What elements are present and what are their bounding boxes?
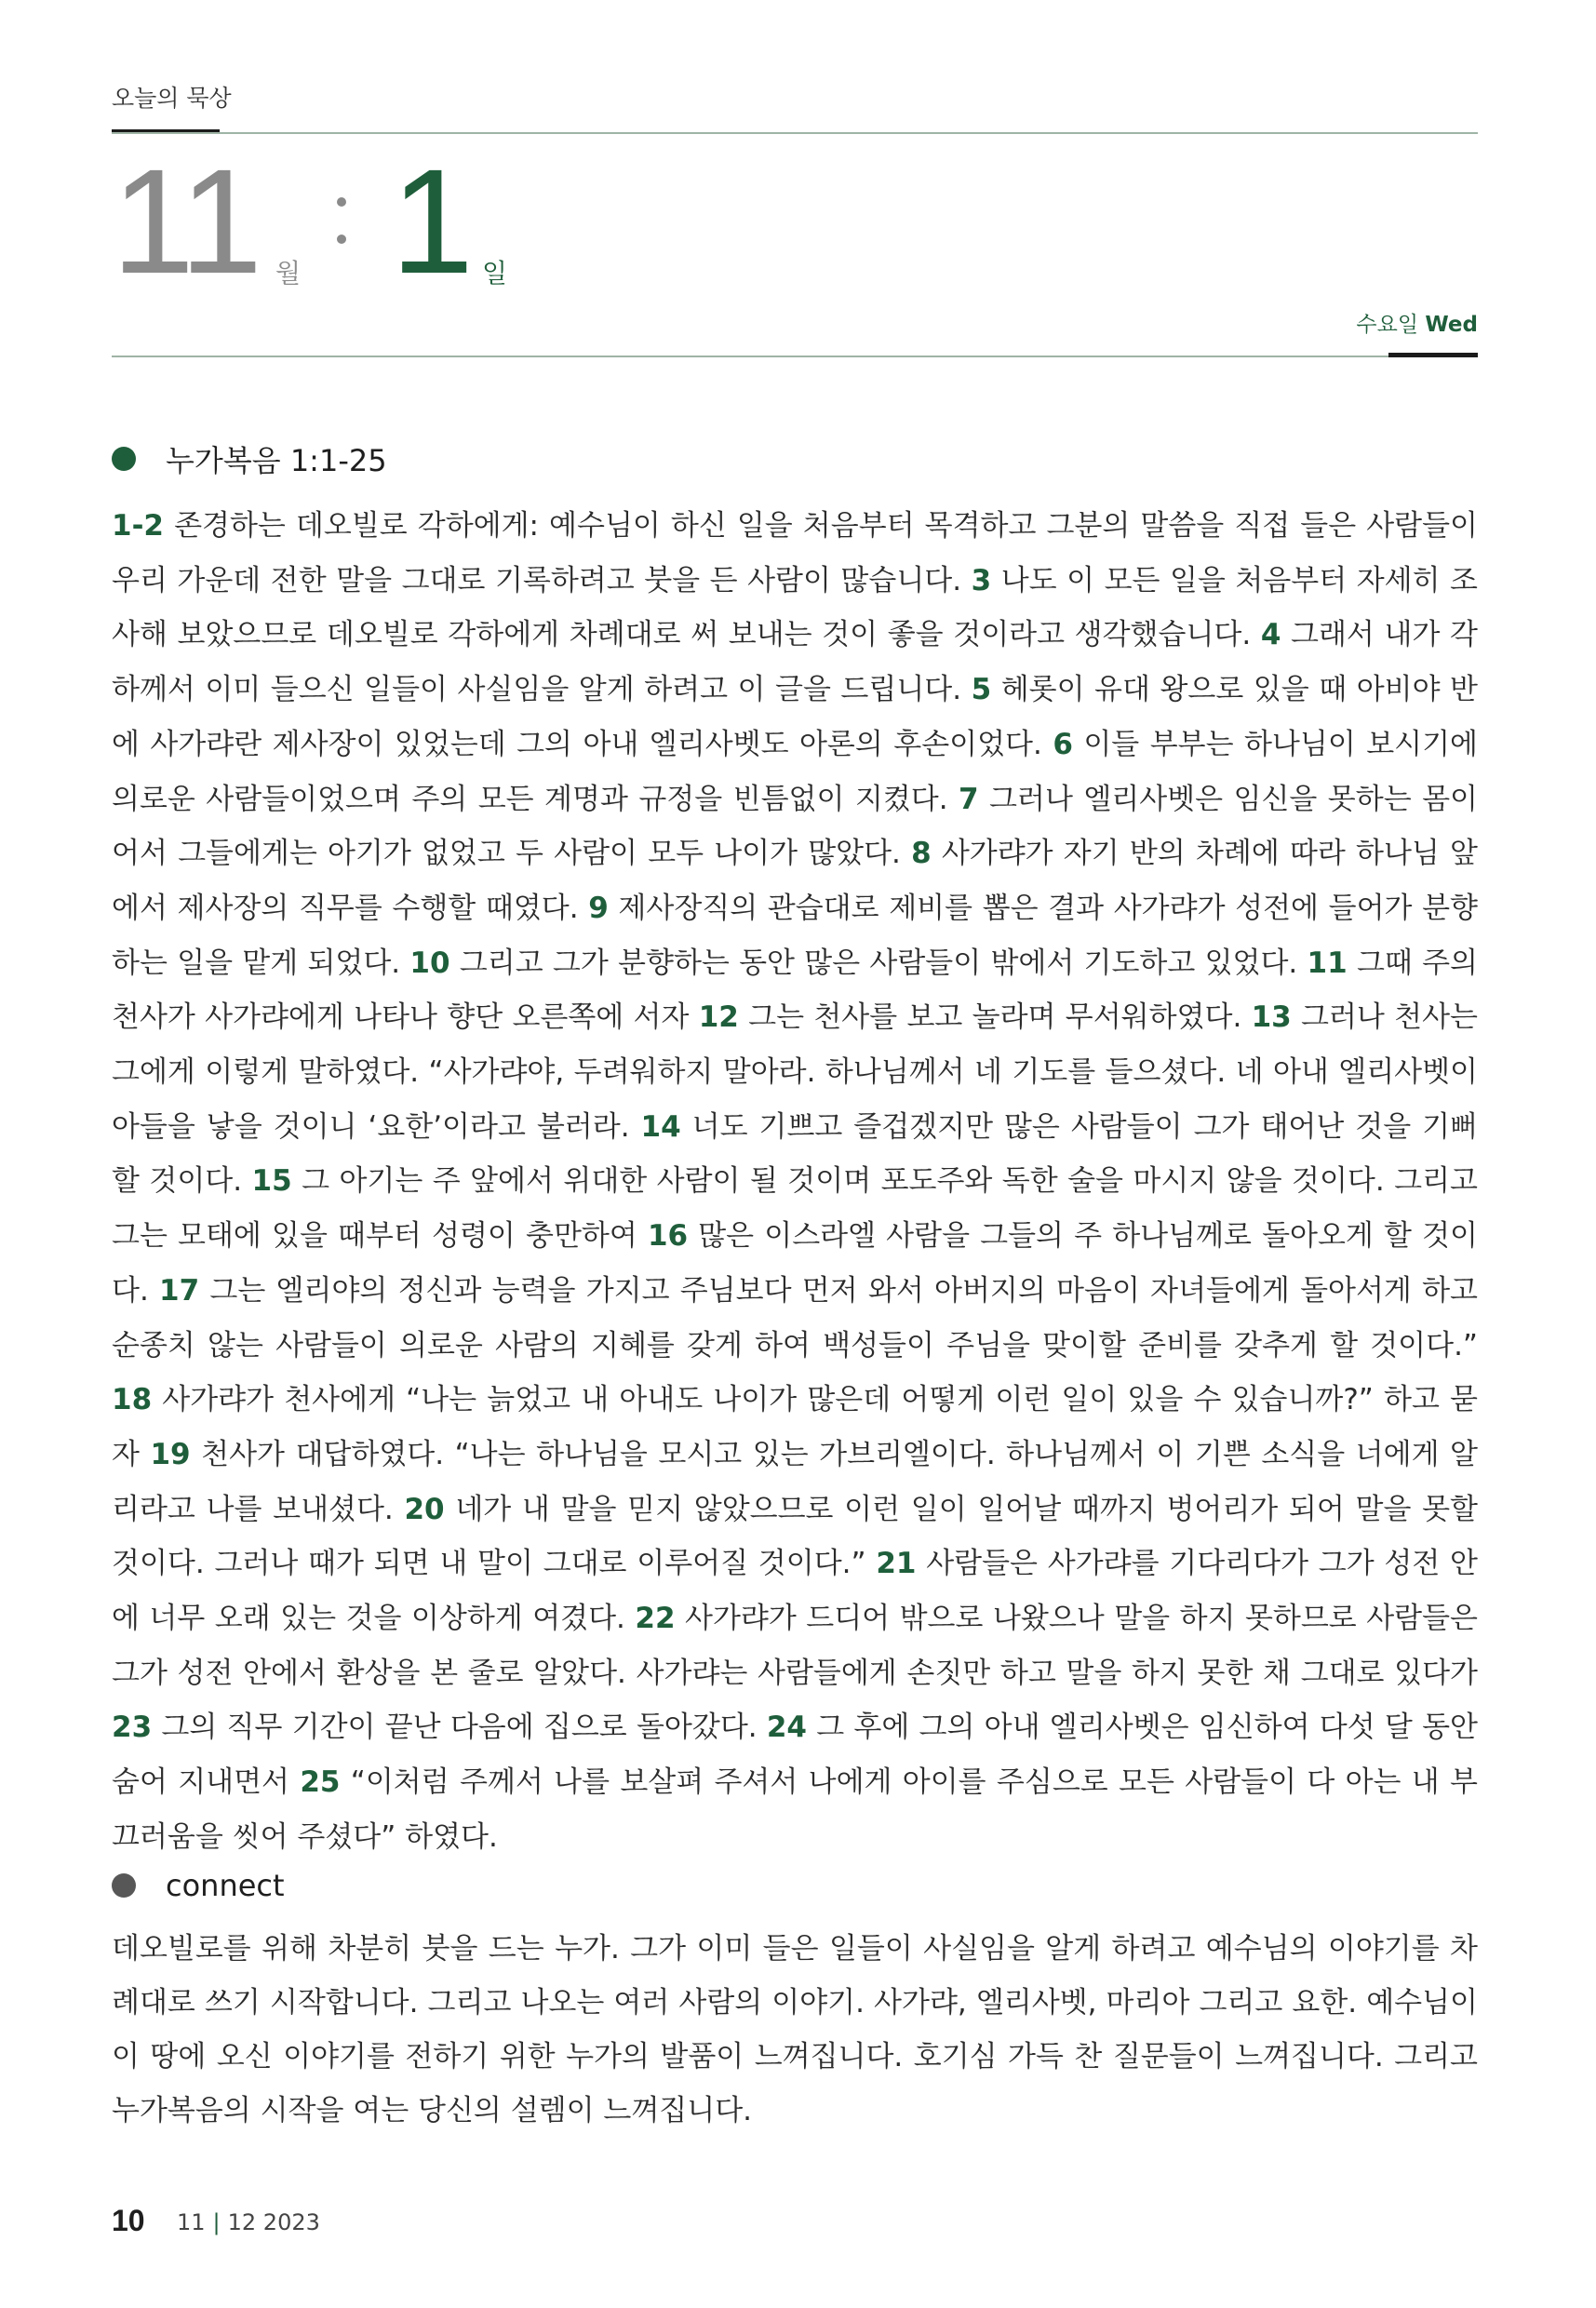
bullet-dot-icon: [112, 447, 136, 471]
verse-text: 그러나 천사는 그에게 이렇게 말하였다. “사가랴야, 두려워하지 말아라. 하나님께서 네 기도를 들으셨다. 네 아내 엘리사벳이 아들을 낳을 것이니 ‘요한’이라고 불러라.: [112, 1000, 1478, 1144]
verse-number: 11: [1307, 946, 1348, 980]
verse-text: 제사장직의 관습대로 제비를 뽑은 결과 사가랴가 성전에 들어가 분향하는 일을 맡게 되었다.: [112, 891, 1478, 980]
verse-text: 그의 직무 기간이 끝난 다음에 집으로 돌아갔다.: [152, 1711, 767, 1745]
verse-text: 네가 내 말을 믿지 않았으므로 이런 일이 일어날 때까지 벙어리가 되어 말을 못할 것이다. 그러나 때가 되면 내 말이 그대로 이루어질 것이다.”: [112, 1492, 1479, 1581]
verse-number: 1-2: [112, 509, 165, 543]
connect-heading: [112, 1868, 285, 1903]
verse-text: 많은 이스라엘 사람을 그들의 주 하나님께로 돌아오게 할 것이다.: [112, 1219, 1478, 1308]
issue-info: [177, 2209, 320, 2235]
issue-date: 12 2023: [227, 2209, 320, 2235]
verse-number: 10: [409, 946, 450, 980]
verse-number: 18: [112, 1383, 153, 1417]
verse-text: 사가랴가 천사에게 “나는 늙었고 내 아내도 나이가 많은데 어떻게 이런 일이 있을 수 있습니까?” 하고 묻자: [112, 1383, 1478, 1471]
reading-heading: [112, 437, 387, 480]
verse-number: 7: [959, 782, 979, 816]
verse-text: “이처럼 주께서 나를 보살펴 주셔서 나에게 아이를 주심으로 모든 사람들이 다 아는 내 부끄러움을 씻어 주셨다” 하였다.: [112, 1765, 1479, 1854]
verse-text: 존경하는 데오빌로 각하에게: 예수님이 하신 일을 처음부터 목격하고 그분의 말씀을 직접 들은 사람들이 우리 가운데 전한 말을 그대로 기록하려고 붓을 든 사람이 많습니다.: [112, 509, 1478, 597]
issue-month: 11: [177, 2209, 206, 2235]
verse-number: 15: [251, 1164, 292, 1199]
verse-text: 이들 부부는 하나님이 보시기에 의로운 사람들이었으며 주의 모든 계명과 규정을 빈틈없이 지켰다.: [112, 727, 1478, 816]
verse-number: 3: [971, 563, 992, 597]
reading-title: 누가복음 1:1-25: [166, 443, 387, 478]
verse-number: 4: [1260, 618, 1281, 652]
verse-text: 사람들은 사가랴를 기다리다가 그가 성전 안에 너무 오래 있는 것을 이상하게 여겼다.: [112, 1547, 1478, 1636]
section-label: 오늘의 묵상: [112, 85, 232, 112]
verse-text: 사가랴가 드디어 밖으로 나왔으나 말을 하지 못하므로 사람들은 그가 성전 안에서 환상을 본 줄로 알았다. 사가랴는 사람들에게 손짓만 하고 말을 하지 못한 채 그대로 있다가: [112, 1602, 1478, 1690]
verse-text: 그러나 엘리사벳은 임신을 못하는 몸이어서 그들에게는 아기가 없었고 두 사람이 모두 나이가 많았다.: [112, 782, 1478, 871]
scripture-body: [112, 499, 1478, 1865]
verse-text: 사가랴가 자기 반의 차례에 따라 하나님 앞에서 제사장의 직무를 수행할 때였다.: [112, 837, 1478, 925]
verse-number: 8: [911, 837, 932, 871]
date-divider-accent: [1388, 353, 1478, 357]
verse-text: 그때 주의 천사가 사가랴에게 나타나 향단 오른쪽에 서자: [112, 946, 1478, 1035]
verse-number: 6: [1053, 727, 1073, 761]
header-divider: [112, 132, 1478, 134]
verse-text: 헤롯이 유대 왕으로 있을 때 아비야 반에 사가랴란 제사장이 있었는데 그의 아내 엘리사벳도 아론의 후손이었다.: [112, 673, 1478, 761]
connect-body: 데오빌로를 위해 차분히 붓을 드는 누가. 그가 이미 들은 일들이 사실임을 알게 하려고 예수님의 이야기를 차례대로 쓰기 시작합니다. 그리고 나오는 여러 사람의 이야기. 사가랴, 엘리사벳, 마리아 그리고 요한. 예수님이 이 땅에 오신 이야기를 전하기 위한 누가의 발품이 느껴집니다. 호기심 가득 찬 질문들이 느껴집니다. 그리고 누가복음의 시작을 여는 당신의 설렘이 느껴집니다.: [112, 1932, 1478, 2127]
weekday-ko: 수요일: [1356, 313, 1419, 337]
issue-separator: |: [212, 2209, 221, 2235]
verse-number: 19: [150, 1437, 191, 1471]
verse-text: 그 아기는 주 앞에서 위대한 사람이 될 것이며 포도주와 독한 술을 마시지 않을 것이다. 그리고 그는 모태에 있을 때부터 성령이 충만하여: [112, 1164, 1478, 1254]
verse-number: 17: [159, 1273, 200, 1308]
connect-title: connect: [166, 1868, 285, 1903]
date-colon: [337, 197, 346, 272]
verse-number: 25: [300, 1765, 341, 1800]
verse-text: 그는 천사를 보고 놀라며 무서워하였다.: [738, 1000, 1252, 1035]
verse-number: 14: [640, 1109, 681, 1144]
verse-number: 5: [971, 673, 992, 707]
date-day-unit: 일: [482, 258, 508, 288]
verse-text: 나도 이 모든 일을 처음부터 자세히 조사해 보았으므로 데오빌로 각하에게 차례대로 써 보내는 것이 좋을 것이라고 생각했습니다.: [112, 563, 1478, 652]
verse-number: 20: [404, 1492, 445, 1526]
verse-text: 그 후에 그의 아내 엘리사벳은 임신하여 다섯 달 동안 숨어 지내면서: [112, 1711, 1478, 1800]
verse-number: 24: [766, 1711, 807, 1745]
verse-number: 12: [698, 1000, 739, 1035]
verse-number: 21: [876, 1547, 917, 1581]
weekday-en: Wed: [1425, 313, 1478, 337]
verse-text: 그리고 그가 분향하는 동안 많은 사람들이 밖에서 기도하고 있었다.: [449, 946, 1308, 980]
verse-number: 16: [647, 1219, 689, 1254]
verse-number: 23: [112, 1711, 153, 1745]
verse-text: 너도 기쁘고 즐겁겠지만 많은 사람들이 그가 태어난 것을 기뻐할 것이다.: [112, 1109, 1478, 1199]
weekday: [1356, 307, 1478, 338]
date-month-unit: 월: [275, 258, 302, 288]
verse-number: 13: [1251, 1000, 1292, 1035]
date-month: 11: [112, 138, 260, 304]
verse-text: 천사가 대답하였다. “나는 하나님을 모시고 있는 가브리엘이다. 하나님께서 이 기쁜 소식을 너에게 알리라고 나를 보내셨다.: [112, 1437, 1478, 1526]
verse-text: 그는 엘리야의 정신과 능력을 가지고 주님보다 먼저 와서 아버지의 마음이 자녀들에게 돌아서게 하고 순종치 않는 사람들이 의로운 사람의 지혜를 갖게 하여 백성들이 주님을 맞이할 준비를 갖추게 할 것이다.”: [112, 1273, 1479, 1362]
page-number: 10: [112, 2204, 145, 2237]
date-divider: [112, 356, 1478, 357]
verse-text: 그래서 내가 각하께서 이미 들으신 일들이 사실임을 알게 하려고 이 글을 드립니다.: [112, 618, 1478, 707]
date-day: 1: [391, 138, 474, 304]
verse-number: 22: [635, 1602, 676, 1636]
verse-number: 9: [588, 891, 609, 925]
bullet-dot-icon: [112, 1873, 136, 1898]
